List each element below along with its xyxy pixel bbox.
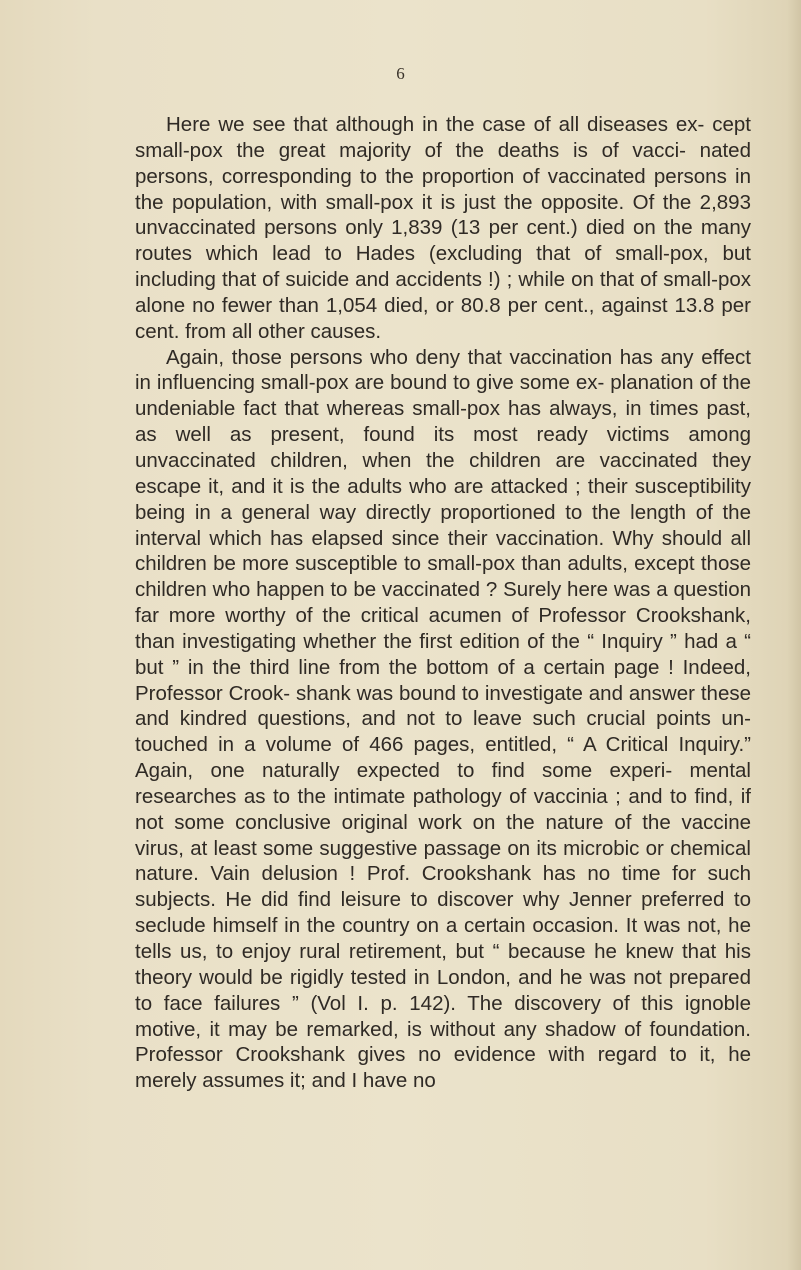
- body-text: [135, 112, 751, 1094]
- page-number: 6: [396, 64, 405, 83]
- paragraph-1: Here we see that although in the case of all diseases ex- cept small-pox the great majority of the deaths is of vacci- nated persons, corresponding to the proportion of vaccinated persons in the population, with small-pox it is just the opposite. Of the 2,893 unvaccinated persons only 1,839 (13 per cent.) died on the many routes which lead to Hades (excluding that of small-pox, but including that of suicide and accidents !) ; while on that of small-pox alone no fewer than 1,054 died, or 80.8 per cent., against 13.8 per cent. from all other causes.: [135, 113, 751, 343]
- page-edge-shadow: [787, 0, 801, 1270]
- paragraph-2: Again, those persons who deny that vaccination has any effect in influencing small-pox are bound to give some ex- planation of the undeniable fact that whereas small-pox has always, in times past, as well as present, found its most ready victims among unvaccinated children, when the children are vaccinated they escape it, and it is the adults who are attacked ; their susceptibility being in a general way directly proportioned to the length of the interval which has elapsed since their vaccination. Why should all children be more susceptible to small-pox than adults, except those children who happen to be vaccinated ? Surely here was a question far more worthy of the critical acumen of Professor Crookshank, than investigating whether the first edition of the “ Inquiry ” had a “ but ” in the third line from the bottom of a certain page ! Indeed, Professor Crook- shank was bound to investigate and answer these and kindred questions, and not to leave such crucial points un- touched in a volume of 466 pages, entitled, “ A Critical Inquiry.” Again, one naturally expected to find some experi- mental researches as to the intimate pathology of vaccinia ; and to find, if not some conclusive original work on the nature of the vaccine virus, at least some suggestive passage on its microbic or chemical nature. Vain delusion ! Prof. Crookshank has no time for such subjects. He did find leisure to discover why Jenner preferred to seclude himself in the country on a certain occasion. It was not, he tells us, to enjoy rural retirement, but “ because he knew that his theory would be rigidly tested in London, and he was not prepared to face failures ” (Vol I. p. 142). The discovery of this ignoble motive, it may be remarked, is without any shadow of foundation. Professor Crookshank gives no evidence with regard to it, he merely assumes it; and I have no: [135, 345, 751, 1093]
